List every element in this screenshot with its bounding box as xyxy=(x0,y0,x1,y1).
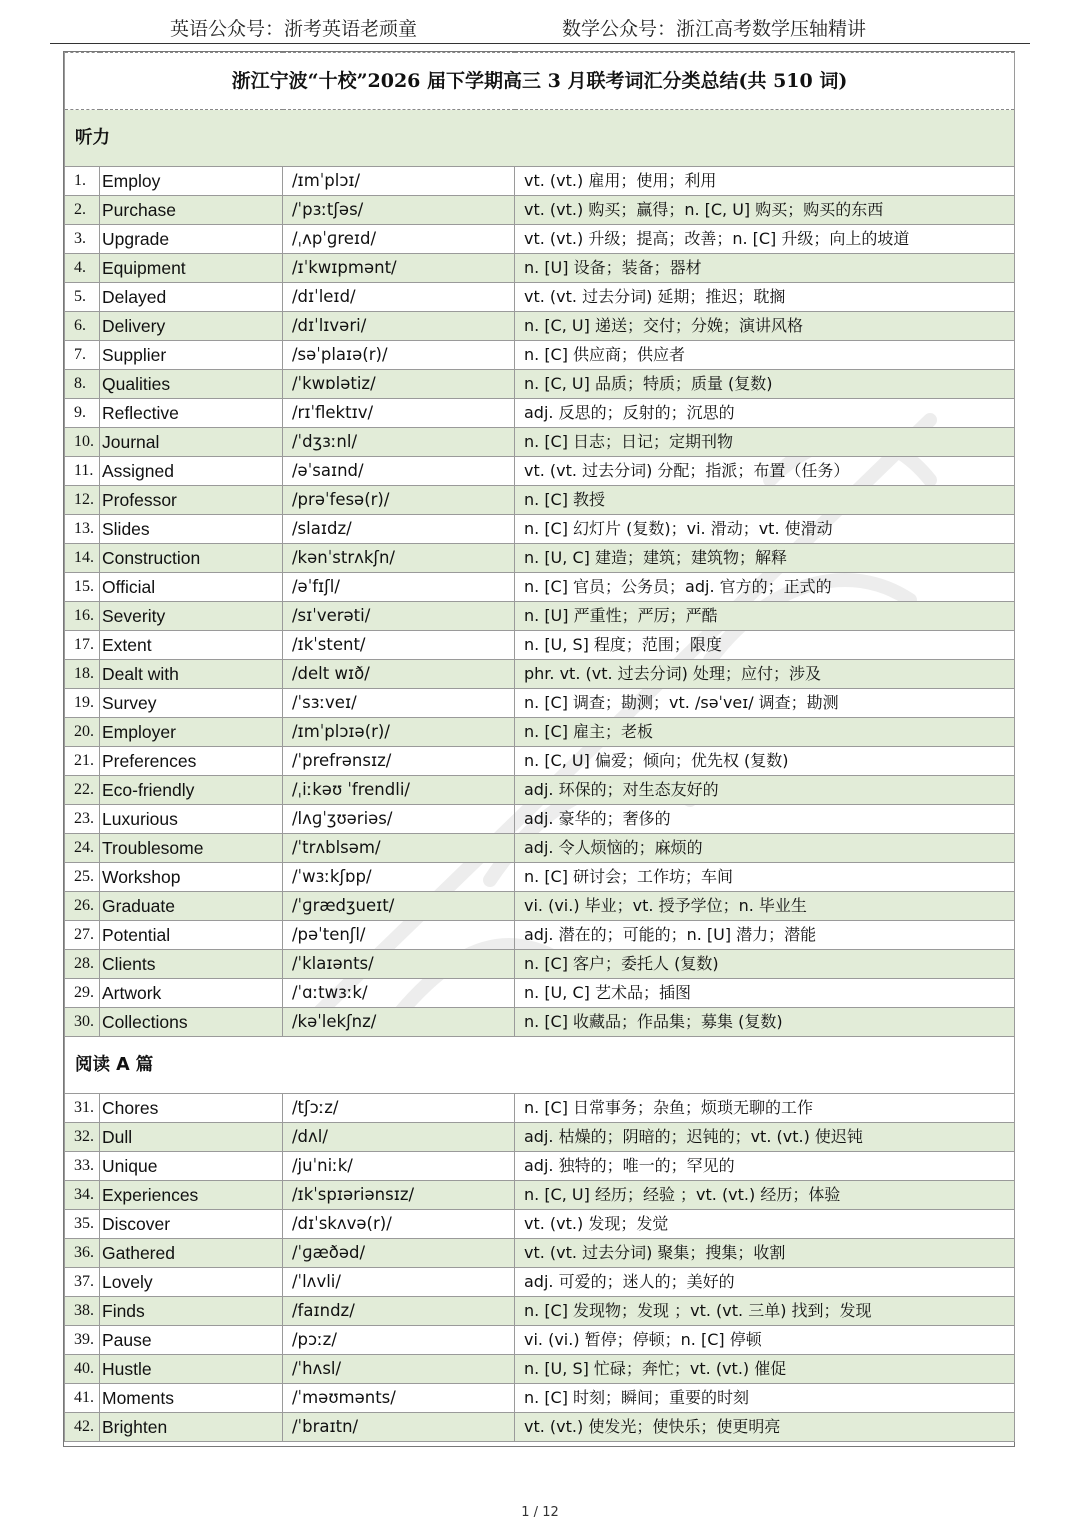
word-number: 21. xyxy=(65,747,100,776)
word-text: Graduate xyxy=(100,892,283,921)
word-text: Professor xyxy=(100,486,283,515)
word-meaning: n. [C] 日常事务；杂鱼；烦琐无聊的工作 xyxy=(515,1094,1015,1123)
word-text: Delivery xyxy=(100,312,283,341)
vocab-row xyxy=(65,1210,1015,1239)
word-phonetic: /ˈpɜːtʃəs/ xyxy=(283,196,515,225)
word-meaning: vt. (vt. 过去分词) 分配；指派；布置（任务） xyxy=(515,457,1015,486)
word-number: 33. xyxy=(65,1152,100,1181)
word-meaning: n. [C] 研讨会；工作坊；车间 xyxy=(515,863,1015,892)
vocab-row xyxy=(65,515,1015,544)
word-text: Collections xyxy=(100,1008,283,1037)
word-meaning: n. [C] 教授 xyxy=(515,486,1015,515)
word-meaning: adj. 豪华的；奢侈的 xyxy=(515,805,1015,834)
word-text: Luxurious xyxy=(100,805,283,834)
word-meaning: n. [C, U] 递送；交付；分娩；演讲风格 xyxy=(515,312,1015,341)
header-english-account: 英语公众号：浙考英语老顽童 xyxy=(170,18,418,40)
vocab-row xyxy=(65,747,1015,776)
vocab-row xyxy=(65,457,1015,486)
vocab-row xyxy=(65,921,1015,950)
word-phonetic: /juˈniːk/ xyxy=(283,1152,515,1181)
word-meaning: n. [C, U] 品质；特质；质量 (复数) xyxy=(515,370,1015,399)
word-number: 37. xyxy=(65,1268,100,1297)
word-number: 17. xyxy=(65,631,100,660)
word-text: Survey xyxy=(100,689,283,718)
word-phonetic: /ˌiːkəʊ ˈfrendli/ xyxy=(283,776,515,805)
word-number: 32. xyxy=(65,1123,100,1152)
word-phonetic: /dʌl/ xyxy=(283,1123,515,1152)
vocab-row xyxy=(65,863,1015,892)
word-phonetic: /rɪˈflektɪv/ xyxy=(283,399,515,428)
vocab-row xyxy=(65,312,1015,341)
word-phonetic: /dɪˈleɪd/ xyxy=(283,283,515,312)
word-text: Gathered xyxy=(100,1239,283,1268)
word-number: 30. xyxy=(65,1008,100,1037)
vocab-row xyxy=(65,225,1015,254)
word-meaning: adj. 令人烦恼的；麻烦的 xyxy=(515,834,1015,863)
word-text: Workshop xyxy=(100,863,283,892)
word-phonetic: /ˈtrʌblsəm/ xyxy=(283,834,515,863)
word-phonetic: /ˈsɜːveɪ/ xyxy=(283,689,515,718)
word-meaning: n. [C] 幻灯片 (复数)；vi. 滑动；vt. 使滑动 xyxy=(515,515,1015,544)
vocab-row xyxy=(65,399,1015,428)
page-total: 12 xyxy=(542,1505,559,1520)
word-number: 15. xyxy=(65,573,100,602)
vocab-row xyxy=(65,573,1015,602)
section-header-row xyxy=(65,1037,1015,1094)
vocab-row xyxy=(65,1384,1015,1413)
word-phonetic: /tʃɔːz/ xyxy=(283,1094,515,1123)
word-number: 31. xyxy=(65,1094,100,1123)
word-text: Reflective xyxy=(100,399,283,428)
word-number: 22. xyxy=(65,776,100,805)
word-text: Lovely xyxy=(100,1268,283,1297)
word-number: 7. xyxy=(65,341,100,370)
word-meaning: vt. (vt. 过去分词) 聚集；搜集；收割 xyxy=(515,1239,1015,1268)
word-phonetic: /ɪmˈplɔɪə(r)/ xyxy=(283,718,515,747)
page-header xyxy=(0,14,1080,44)
word-text: Slides xyxy=(100,515,283,544)
word-text: Unique xyxy=(100,1152,283,1181)
vocab-row xyxy=(65,834,1015,863)
vocab-row xyxy=(65,1123,1015,1152)
vocab-row xyxy=(65,486,1015,515)
vocab-row xyxy=(65,776,1015,805)
word-number: 5. xyxy=(65,283,100,312)
word-meaning: n. [C] 供应商；供应者 xyxy=(515,341,1015,370)
vocab-row xyxy=(65,602,1015,631)
word-text: Dealt with xyxy=(100,660,283,689)
word-phonetic: /prəˈfesə(r)/ xyxy=(283,486,515,515)
word-phonetic: /ɪˈkwɪpmənt/ xyxy=(283,254,515,283)
word-text: Employer xyxy=(100,718,283,747)
vocab-row xyxy=(65,167,1015,196)
word-number: 4. xyxy=(65,254,100,283)
word-text: Hustle xyxy=(100,1355,283,1384)
word-meaning: vt. (vt.) 升级；提高；改善；n. [C] 升级；向上的坡道 xyxy=(515,225,1015,254)
word-phonetic: /pɔːz/ xyxy=(283,1326,515,1355)
word-number: 20. xyxy=(65,718,100,747)
word-number: 2. xyxy=(65,196,100,225)
word-text: Eco-friendly xyxy=(100,776,283,805)
word-number: 9. xyxy=(65,399,100,428)
word-meaning: adj. 枯燥的；阴暗的；迟钝的；vt. (vt.) 使迟钝 xyxy=(515,1123,1015,1152)
word-phonetic: /ˈhʌsl/ xyxy=(283,1355,515,1384)
vocab-row xyxy=(65,1268,1015,1297)
vocab-row xyxy=(65,283,1015,312)
word-meaning: adj. 可爱的；迷人的；美好的 xyxy=(515,1268,1015,1297)
word-text: Upgrade xyxy=(100,225,283,254)
vocab-row xyxy=(65,1239,1015,1268)
word-number: 14. xyxy=(65,544,100,573)
word-phonetic: /ˈɡæðəd/ xyxy=(283,1239,515,1268)
word-meaning: vt. (vt.) 雇用；使用；利用 xyxy=(515,167,1015,196)
word-meaning: n. [C, U] 经历；经验 ；vt. (vt.) 经历；体验 xyxy=(515,1181,1015,1210)
word-number: 27. xyxy=(65,921,100,950)
word-phonetic: /lʌɡˈʒʊəriəs/ xyxy=(283,805,515,834)
word-phonetic: /ɪkˈstent/ xyxy=(283,631,515,660)
vocab-row xyxy=(65,950,1015,979)
word-phonetic: /pəˈtenʃl/ xyxy=(283,921,515,950)
word-text: Assigned xyxy=(100,457,283,486)
word-number: 12. xyxy=(65,486,100,515)
vocab-row xyxy=(65,370,1015,399)
word-meaning: adj. 潜在的；可能的；n. [U] 潜力；潜能 xyxy=(515,921,1015,950)
vocab-row xyxy=(65,1326,1015,1355)
word-meaning: adj. 环保的；对生态友好的 xyxy=(515,776,1015,805)
word-number: 10. xyxy=(65,428,100,457)
word-meaning: vi. (vi.) 毕业；vt. 授予学位；n. 毕业生 xyxy=(515,892,1015,921)
vocab-row xyxy=(65,660,1015,689)
word-text: Severity xyxy=(100,602,283,631)
word-meaning: n. [C] 官员；公务员；adj. 官方的；正式的 xyxy=(515,573,1015,602)
word-meaning: adj. 独特的；唯一的；罕见的 xyxy=(515,1152,1015,1181)
word-phonetic: /kəˈlekʃnz/ xyxy=(283,1008,515,1037)
word-phonetic: /ˈməʊmənts/ xyxy=(283,1384,515,1413)
word-phonetic: /ˈwɜːkʃɒp/ xyxy=(283,863,515,892)
word-meaning: phr. vt. (vt. 过去分词) 处理；应付；涉及 xyxy=(515,660,1015,689)
header-math-account: 数学公众号：浙江高考数学压轴精讲 xyxy=(562,18,867,40)
vocab-row xyxy=(65,1008,1015,1037)
word-meaning: adj. 反思的；反射的；沉思的 xyxy=(515,399,1015,428)
word-phonetic: /əˈfɪʃl/ xyxy=(283,573,515,602)
page-footer xyxy=(0,1505,1080,1520)
vocab-row xyxy=(65,805,1015,834)
document-title: 浙江宁波“十校”2026 届下学期高三 3 月联考词汇分类总结(共 510 词) xyxy=(65,53,1015,110)
vocab-row xyxy=(65,718,1015,747)
word-number: 36. xyxy=(65,1239,100,1268)
word-meaning: n. [U] 设备；装备；器材 xyxy=(515,254,1015,283)
vocab-row xyxy=(65,631,1015,660)
word-text: Equipment xyxy=(100,254,283,283)
word-text: Experiences xyxy=(100,1181,283,1210)
vocab-row xyxy=(65,196,1015,225)
word-meaning: vt. (vt.) 购买；赢得；n. [C, U] 购买；购买的东西 xyxy=(515,196,1015,225)
word-phonetic: /dɪˈlɪvəri/ xyxy=(283,312,515,341)
word-phonetic: /faɪndz/ xyxy=(283,1297,515,1326)
word-number: 29. xyxy=(65,979,100,1008)
word-number: 40. xyxy=(65,1355,100,1384)
word-meaning: n. [C] 客户；委托人 (复数) xyxy=(515,950,1015,979)
word-phonetic: /kənˈstrʌkʃn/ xyxy=(283,544,515,573)
vocab-row xyxy=(65,1297,1015,1326)
word-text: Qualities xyxy=(100,370,283,399)
word-number: 26. xyxy=(65,892,100,921)
word-phonetic: /ˈprefrənsɪz/ xyxy=(283,747,515,776)
word-number: 24. xyxy=(65,834,100,863)
word-number: 42. xyxy=(65,1413,100,1442)
vocabulary-table xyxy=(64,52,1015,1442)
vocab-row xyxy=(65,1094,1015,1123)
word-number: 39. xyxy=(65,1326,100,1355)
word-number: 28. xyxy=(65,950,100,979)
word-number: 34. xyxy=(65,1181,100,1210)
word-phonetic: /əˈsaɪnd/ xyxy=(283,457,515,486)
word-number: 8. xyxy=(65,370,100,399)
word-meaning: n. [U, S] 程度；范围；限度 xyxy=(515,631,1015,660)
page-separator: / xyxy=(533,1505,539,1520)
word-text: Purchase xyxy=(100,196,283,225)
word-text: Artwork xyxy=(100,979,283,1008)
word-phonetic: /sɪˈverəti/ xyxy=(283,602,515,631)
word-meaning: vi. (vi.) 暂停；停顿；n. [C] 停顿 xyxy=(515,1326,1015,1355)
word-phonetic: /ˈdʒɜːnl/ xyxy=(283,428,515,457)
word-phonetic: /ˈɑːtwɜːk/ xyxy=(283,979,515,1008)
word-meaning: n. [C] 调查；勘测；vt. /səˈveɪ/ 调查；勘测 xyxy=(515,689,1015,718)
page-number: 1 xyxy=(521,1505,530,1520)
word-number: 11. xyxy=(65,457,100,486)
section-title: 听力 xyxy=(65,110,1015,167)
vocab-row xyxy=(65,1152,1015,1181)
document-title-row xyxy=(65,53,1015,110)
word-text: Delayed xyxy=(100,283,283,312)
word-number: 19. xyxy=(65,689,100,718)
word-text: Pause xyxy=(100,1326,283,1355)
word-meaning: n. [C] 时刻；瞬间；重要的时刻 xyxy=(515,1384,1015,1413)
word-text: Chores xyxy=(100,1094,283,1123)
vocab-row xyxy=(65,544,1015,573)
word-text: Official xyxy=(100,573,283,602)
vocab-row xyxy=(65,892,1015,921)
word-phonetic: /ˈlʌvli/ xyxy=(283,1268,515,1297)
word-meaning: n. [C, U] 偏爱；倾向；优先权 (复数) xyxy=(515,747,1015,776)
word-meaning: n. [U, C] 建造；建筑；建筑物；解释 xyxy=(515,544,1015,573)
word-text: Brighten xyxy=(100,1413,283,1442)
word-number: 35. xyxy=(65,1210,100,1239)
word-text: Troublesome xyxy=(100,834,283,863)
word-phonetic: /dɪˈskʌvə(r)/ xyxy=(283,1210,515,1239)
word-meaning: vt. (vt.) 发现；发觉 xyxy=(515,1210,1015,1239)
vocab-row xyxy=(65,428,1015,457)
vocab-row xyxy=(65,1181,1015,1210)
word-phonetic: /delt wɪð/ xyxy=(283,660,515,689)
word-meaning: n. [U, C] 艺术品；插图 xyxy=(515,979,1015,1008)
word-phonetic: /ɪmˈplɔɪ/ xyxy=(283,167,515,196)
word-text: Discover xyxy=(100,1210,283,1239)
word-meaning: n. [C] 日志；日记；定期刊物 xyxy=(515,428,1015,457)
vocab-row xyxy=(65,1413,1015,1442)
word-phonetic: /ˈkwɒlətiz/ xyxy=(283,370,515,399)
word-number: 3. xyxy=(65,225,100,254)
word-phonetic: /ˌʌpˈɡreɪd/ xyxy=(283,225,515,254)
word-meaning: n. [U] 严重性；严厉；严酷 xyxy=(515,602,1015,631)
word-meaning: n. [C] 发现物；发现 ；vt. (vt. 三单) 找到；发现 xyxy=(515,1297,1015,1326)
word-text: Supplier xyxy=(100,341,283,370)
word-text: Dull xyxy=(100,1123,283,1152)
word-number: 23. xyxy=(65,805,100,834)
word-number: 13. xyxy=(65,515,100,544)
word-text: Finds xyxy=(100,1297,283,1326)
word-number: 38. xyxy=(65,1297,100,1326)
word-phonetic: /ɪkˈspɪəriənsɪz/ xyxy=(283,1181,515,1210)
word-phonetic: /ˈbraɪtn/ xyxy=(283,1413,515,1442)
word-phonetic: /ˈɡrædʒueɪt/ xyxy=(283,892,515,921)
word-text: Construction xyxy=(100,544,283,573)
word-phonetic: /səˈplaɪə(r)/ xyxy=(283,341,515,370)
word-meaning: n. [U, S] 忙碌；奔忙；vt. (vt.) 催促 xyxy=(515,1355,1015,1384)
word-text: Preferences xyxy=(100,747,283,776)
word-text: Potential xyxy=(100,921,283,950)
word-phonetic: /ˈklaɪənts/ xyxy=(283,950,515,979)
vocab-row xyxy=(65,979,1015,1008)
word-number: 18. xyxy=(65,660,100,689)
word-text: Employ xyxy=(100,167,283,196)
word-text: Journal xyxy=(100,428,283,457)
word-number: 6. xyxy=(65,312,100,341)
word-text: Moments xyxy=(100,1384,283,1413)
word-text: Clients xyxy=(100,950,283,979)
word-meaning: vt. (vt.) 使发光；使快乐；使更明亮 xyxy=(515,1413,1015,1442)
word-meaning: n. [C] 收藏品；作品集；募集 (复数) xyxy=(515,1008,1015,1037)
word-number: 25. xyxy=(65,863,100,892)
word-text: Extent xyxy=(100,631,283,660)
word-phonetic: /slaɪdz/ xyxy=(283,515,515,544)
vocab-row xyxy=(65,341,1015,370)
vocab-row xyxy=(65,1355,1015,1384)
word-number: 41. xyxy=(65,1384,100,1413)
word-meaning: n. [C] 雇主；老板 xyxy=(515,718,1015,747)
section-header-row xyxy=(65,110,1015,167)
header-divider xyxy=(50,43,1030,44)
vocab-row xyxy=(65,689,1015,718)
word-number: 16. xyxy=(65,602,100,631)
section-title: 阅读 A 篇 xyxy=(65,1037,1015,1094)
vocab-row xyxy=(65,254,1015,283)
word-meaning: vt. (vt. 过去分词) 延期；推迟；耽搁 xyxy=(515,283,1015,312)
word-number: 1. xyxy=(65,167,100,196)
